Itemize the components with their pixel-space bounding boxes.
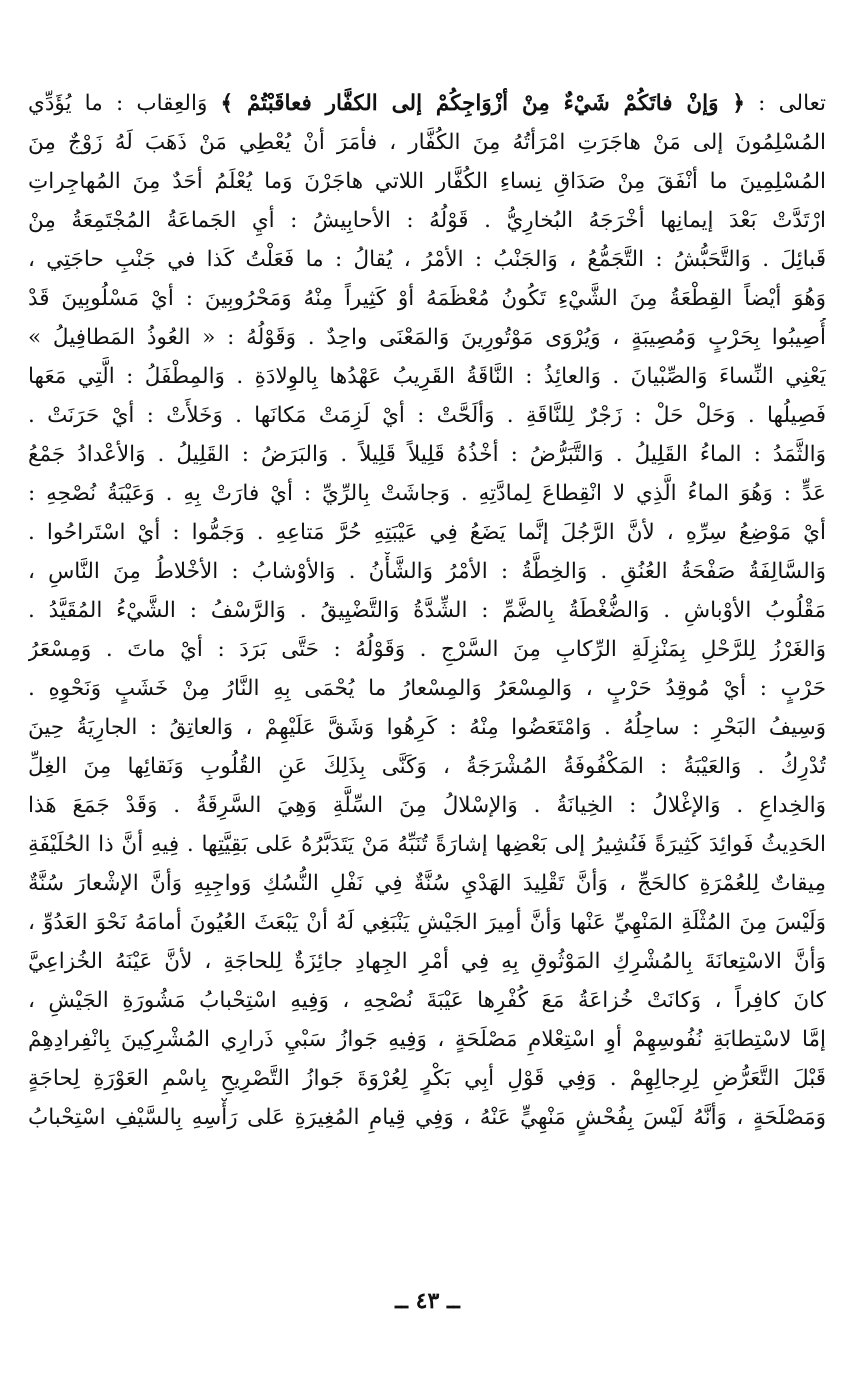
text-line: ارْتَدَّتْ بَعْدَ إيمانِها أخْرَجَهُ البُخارِيُّ . قَوْلُهُ : الأحابِيشُ : أيِ الجَماعَةُ المُجْتَمِعَةُ مِنْ: [28, 208, 826, 233]
page-number: ــ ٤٣ ــ: [395, 1288, 460, 1314]
text-line: وَلَيْسَ مِنَ المُثْلَةِ المَنْهِيِّ عَنْها وَأنَّ أمِيرَ الجَيْشِ يَنْبَغِي لَهُ أنْ يَبْعَثَ العُيُونَ أمامَهُ نَحْوَ العَدُوِّ ،: [28, 910, 826, 935]
text-line: حَرْبٍ : أيْ مُوقِدُ حَرْبٍ ، وَالمِسْعَرُ وَالمِسْعارُ ما يُحْمَى بِهِ النَّارُ مِنْ خَشَبٍ وَنَحْوِهِ .: [28, 676, 826, 701]
text-line: الحَدِيثُ فَوائِدَ كَثِيرَةً فَنُشِيرُ إلى بَعْضِها إشارَةً تُنَبِّهُ مَنْ يَتَدَبَّرُهُ عَلى بَقِيَّتِها . فِيهِ أنَّ ذا الحُلَيْفَةِ: [28, 832, 826, 857]
line-prefix: تعالى :: [744, 91, 826, 116]
text-line: [28, 84, 826, 123]
text-line: وَالسَّالِفَةُ صَفْحَةُ العُنُقِ . وَالخِطَّةُ : الأمْرُ وَالشَّأْنُ . وَالأوْشابُ : الأخْلاطُ مِنَ النَّاسِ ،: [28, 559, 826, 584]
text-line: إمَّا لاسْتِطابَةِ نُفُوسِهِمْ أوِ اسْتِعْلامِ مَصْلَحَةٍ ، وَفِيهِ جَوازُ سَبْيِ ذَرارِي المُشْرِكِينَ بِانْفِرادِهِمْ: [28, 1027, 826, 1052]
text-line: وَمَصْلَحَةٍ ، وَأنَّهُ لَيْسَ بِفُحْشٍ مَنْهِيٍّ عَنْهُ ، وَفِي قِيامِ المُغِيرَةِ عَلى رَأْسِهِ بِالسَّيْفِ اسْتِحْبابُ: [28, 1105, 826, 1130]
text-line: أُصِيبُوا بِحَرْبٍ وَمُصِيبَةٍ ، وَيُرْوَى مَوْتُورِينَ وَالمَعْنَى واحِدٌ . وَقَوْلُهُ : « العُوذُ المَطافِيلُ »: [28, 325, 826, 350]
text-line: كانَ كافِراً ، وَكانَتْ خُزاعَةُ مَعَ كُفْرِها عَيْبَةَ نُصْحِهِ ، وَفِيهِ اسْتِحْبابُ مَشُورَةِ الجَيْشِ ،: [28, 988, 826, 1013]
text-line: المُسْلِمُونَ إلى مَنْ هاجَرَتِ امْرَأتُهُ مِنَ الكُفَّار ، فأمَرَ أنْ يُعْطِي مَنْ ذَهَبَ لَهُ زَوْجٌ مِنَ: [28, 130, 826, 155]
text-line: وَأنَّ الاسْتِعانَةَ بِالمُشْرِكِ المَوْثُوقِ بِهِ فِي أمْرِ الجِهادِ جائِزَةٌ لِلحاجَةِ ، لأنَّ عَيْنَهُ الخُزاعِيَّ: [28, 949, 826, 974]
text-line: أيْ مَوْضِعُ سِرِّهِ ، لأنَّ الرَّجُلَ إنَّما يَضَعُ فِي عَيْبَتِهِ حُرَّ مَتاعِهِ . وَجَمُّوا : أيْ اسْتَراحُوا .: [28, 520, 826, 545]
text-line: وَالثَّمَدُ : الماءُ القَلِيلُ . وَالتَّبَرُّضُ : أخْذُهُ قَلِيلاً قَلِيلاً . وَالبَرَضُ : القَلِيلُ . وَالأعْدادُ جَمْعُ: [28, 442, 826, 467]
text-line: وَسِيفُ البَحْرِ : ساحِلُهُ . وَامْتَعَضُوا مِنْهُ : كَرِهُوا وَشَقَّ عَلَيْهِمْ ، وَالعاتِقُ : الجارِيَةُ حِينَ: [28, 715, 826, 740]
body-text: [28, 84, 826, 1137]
text-line: عَدٍّ : وَهُوَ الماءُ الَّذِي لا انْقِطاعَ لِمادَّتِهِ . وَجاشَتْ بِالرِّيِّ : أيْ فارَتْ بِهِ . وَعَيْبَةُ نُصْحِهِ :: [28, 481, 826, 506]
text-line: المُسْلِمِينَ ما أنْفَقَ مِنْ صَدَاقِ نِساءِ الكُفَّار اللاتي هاجَرْنَ وَما يُعْلَمُ أحَدٌ مِنَ المُهاجِراتِ: [28, 169, 826, 194]
text-line: وَالغَرْزُ لِلرَّحْلِ بِمَنْزِلَةِ الرِّكابِ مِنَ السَّرْجِ . وَقَوْلُهُ : حَتَّى بَرَدَ : أيْ ماتَ . وَمِسْعَرُ: [28, 637, 826, 662]
quran-verse: ﴿ وَإنْ فاتَكُمْ شَيْءٌ مِنْ أزْوَاجِكُمْ إلى الكفَّار فعاقَبْتُمْ ﴾: [220, 91, 745, 116]
text-line: قَبْلَ التَّعَرُّضِ لِرِجالِهِمْ . وَفِي قَوْلِ أبِي بَكْرٍ لِعُرْوَةَ جَوازُ التَّصْرِيحِ بِاسْمِ العَوْرَةِ لِحاجَةٍ: [28, 1066, 826, 1091]
text-line: قَبائِلَ . وَالتَّحَبُّشُ : التَّجَمُّعُ ، وَالجَنْبُ : الأمْرُ ، يُقالُ : ما فَعَلْتُ كَذا في جَنْبِ حاجَتِي ،: [28, 247, 826, 272]
text-line: مِيقاتٌ لِلعُمْرَةِ كالحَجِّ ، وَأنَّ تَقْلِيدَ الهَدْيِ سُنَّةٌ فِي نَفْلِ النُّسُكِ وَواجِبِهِ وَأنَّ الإشْعارَ سُنَّةٌ: [28, 871, 826, 896]
text-line: وَهُوَ أيْضاً القِطْعَةُ مِنَ الشَّيْءِ تَكُونُ مُعْظَمَهُ أوْ كَثِيراً مِنْهُ وَمَحْرُوبِينَ : أيْ مَسْلُوبِينَ قَدْ: [28, 286, 826, 311]
text-line: فَصِيلُها . وَحَلْ حَلْ : زَجْرٌ لِلنَّاقَةِ . وَألَحَّتْ : أيْ لَزِمَتْ مَكانَها . وَخَلأَتْ : أيْ حَرَنَتْ .: [28, 403, 826, 428]
text-line: يَعْنِي النِّساءَ وَالصِّبْيانَ . وَالعائِذُ : النَّاقَةُ القَرِيبُ عَهْدُها بِالوِلادَةِ . وَالمِطْفَلُ : الَّتِي مَعَها: [28, 364, 826, 389]
text-line: وَالخِداعِ . وَالإغْلالُ : الخِيانَةُ . وَالإسْلالُ مِنَ السِّلَّةِ وَهِيَ السَّرِقَةُ . وَقَدْ جَمَعَ هَذا: [28, 793, 826, 818]
text-line: تُدْرِكُ . وَالعَيْبَةُ : المَكْفُوفَةُ المُشْرَجَةُ ، وَكَنَّى بِذَلِكَ عَنِ القُلُوبِ وَنَقائِها مِنَ الغِلِّ: [28, 754, 826, 779]
line-suffix: وَالعِقاب : ما يُؤَدِّي: [28, 91, 221, 116]
text-line: مَقْلُوبُ الأوْباشِ . وَالضُّغْطَةُ بِالضَّمِّ : الشِّدَّةُ وَالتَّضْيِيقُ . وَالرَّسْفُ : الشَّيْءُ المُقَيَّدُ .: [28, 598, 826, 623]
